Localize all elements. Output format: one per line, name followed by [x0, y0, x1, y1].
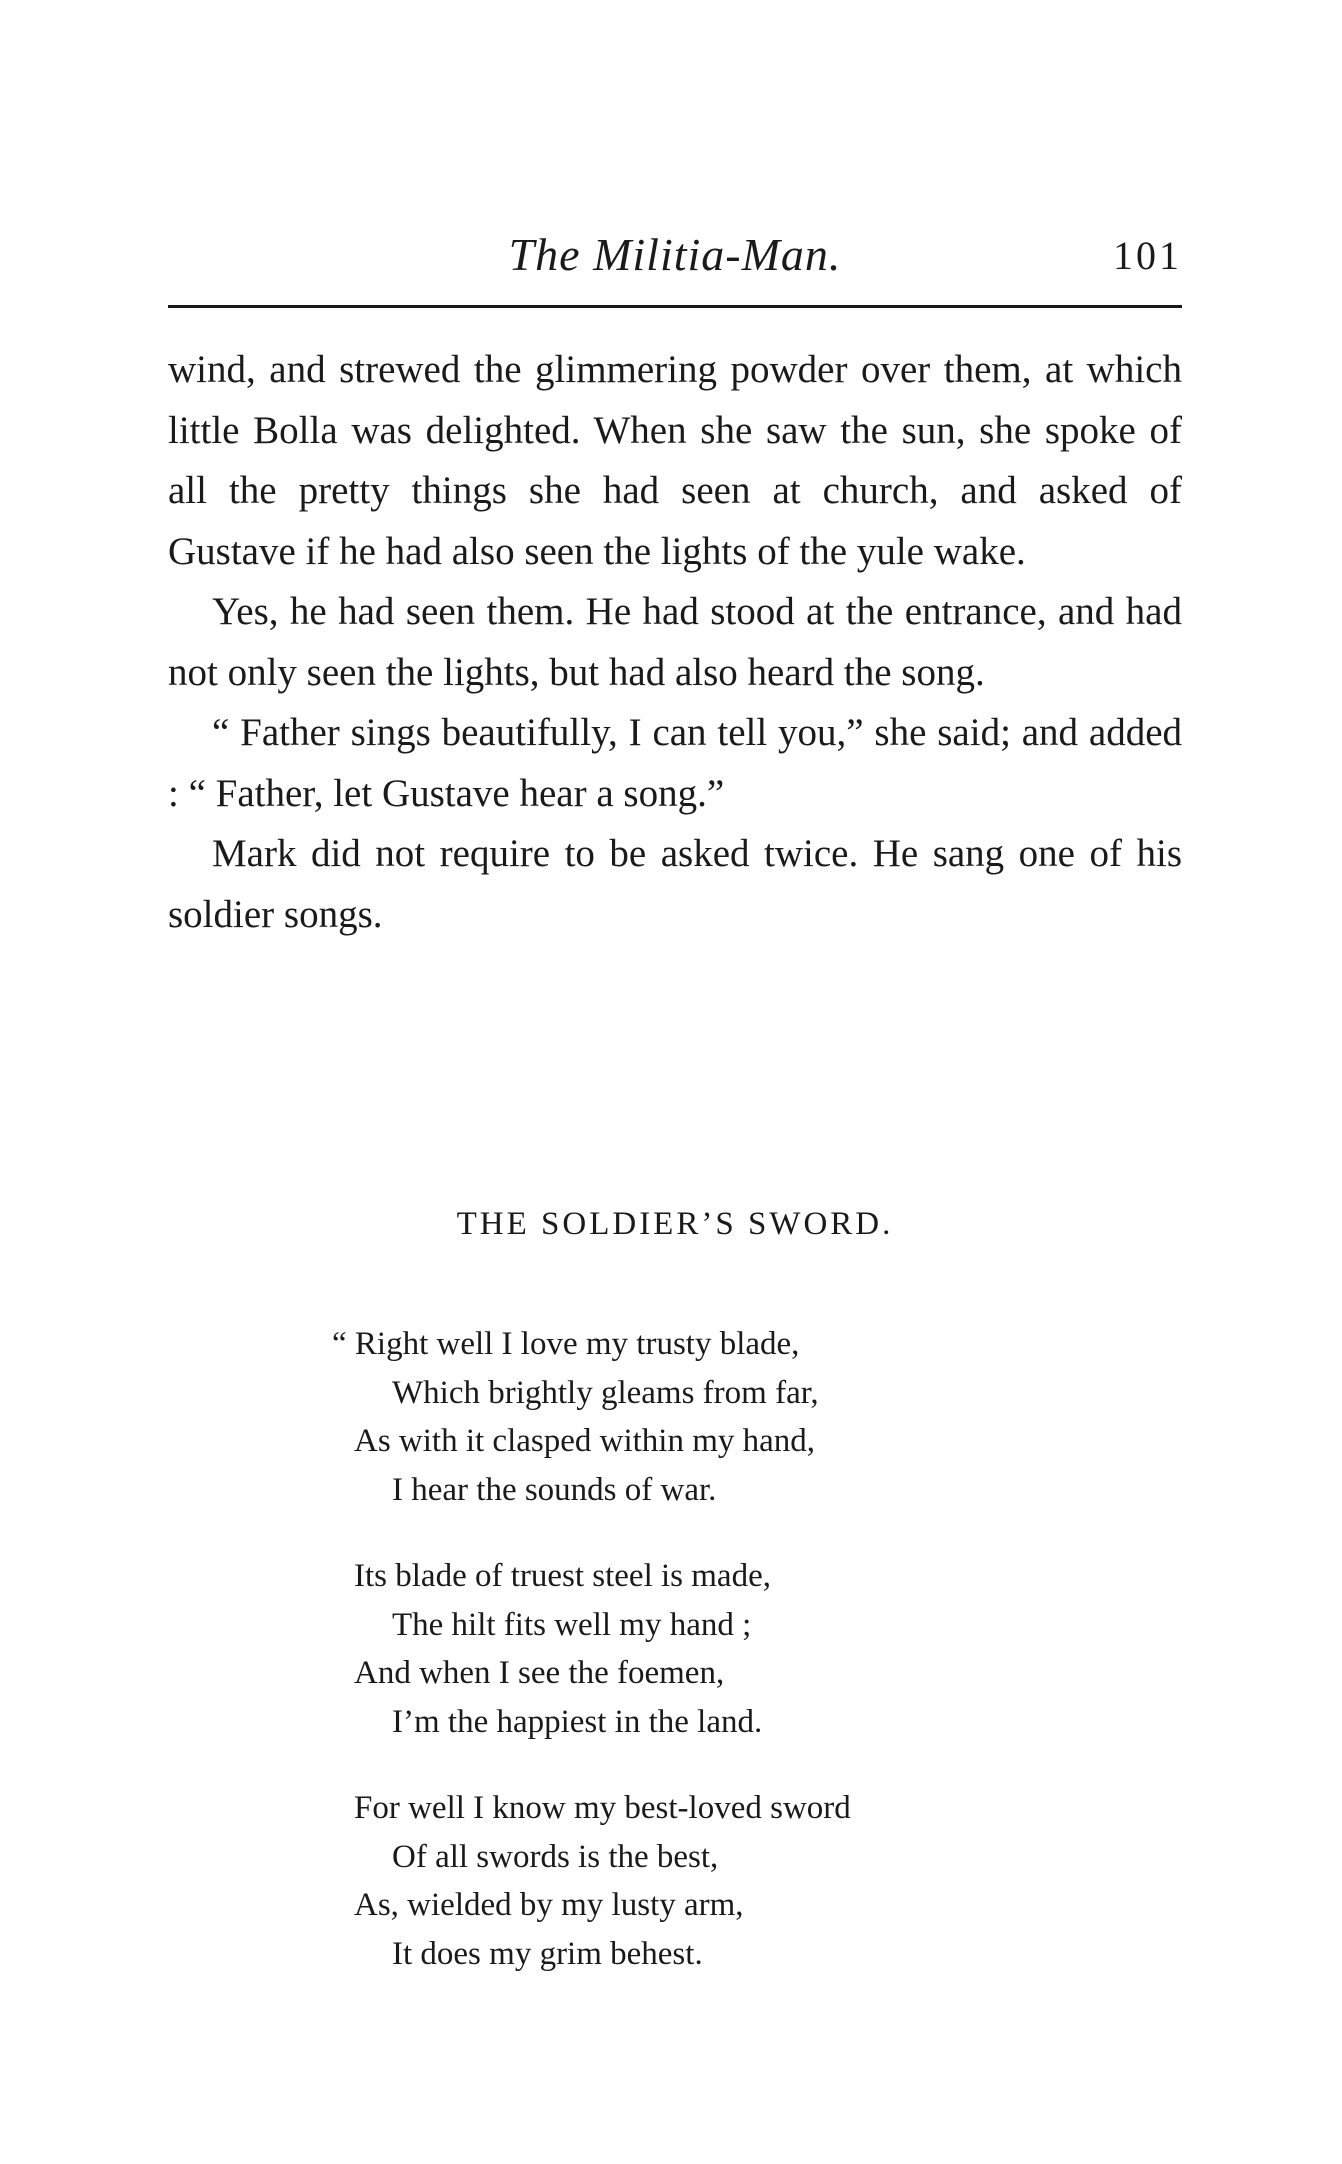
poem-line: As with it clasped within my hand,: [354, 1423, 816, 1459]
paragraph: Mark did not require to be asked twice. He sang one of his soldier songs.: [168, 832, 1182, 936]
poem-line: Which brightly gleams from far,: [392, 1374, 819, 1411]
poem-line: Its blade of truest steel is made,: [354, 1558, 771, 1594]
poem-line: “ Right well I love my trusty blade,: [332, 1326, 800, 1362]
page-number: 101: [1113, 233, 1182, 278]
running-title: The Militia-Man.: [508, 229, 842, 280]
song-title: THE SOLDIER’S SWORD.: [456, 1206, 894, 1242]
body-text: [168, 340, 1182, 945]
poem-line: It does my grim behest.: [392, 1935, 703, 1972]
poem-line: I hear the sounds of war.: [392, 1471, 717, 1508]
poem-line: The hilt fits well my hand ;: [392, 1606, 752, 1643]
stanza: [354, 1552, 1114, 1746]
poem: [332, 1320, 1114, 2016]
poem-line: I’m the happiest in the land.: [392, 1703, 763, 1740]
paragraph: Yes, he had seen them. He had stood at the entrance, and had not only seen the lights, but had also heard the song.: [168, 590, 1182, 694]
stanza: [332, 1320, 1114, 1514]
paragraph: wind, and strewed the glimmering powder over them, at which little Bolla was delighted. When she saw the sun, she spoke of all the pretty things she had seen at church, and asked of Gustave if he had also seen the lights of the yule wake.: [168, 348, 1182, 573]
poem-line: For well I know my best-loved sword: [354, 1790, 851, 1826]
poem-line: As, wielded by my lusty arm,: [354, 1887, 744, 1923]
poem-line: Of all swords is the best,: [392, 1838, 719, 1875]
stanza: [354, 1784, 1114, 1978]
header-rule: [168, 305, 1182, 308]
paragraph: “ Father sings beautifully, I can tell you,” she said; and added : “ Father, let Gustave hear a song.”: [168, 711, 1182, 815]
running-head: [168, 228, 1182, 288]
poem-line: And when I see the foemen,: [354, 1655, 725, 1691]
